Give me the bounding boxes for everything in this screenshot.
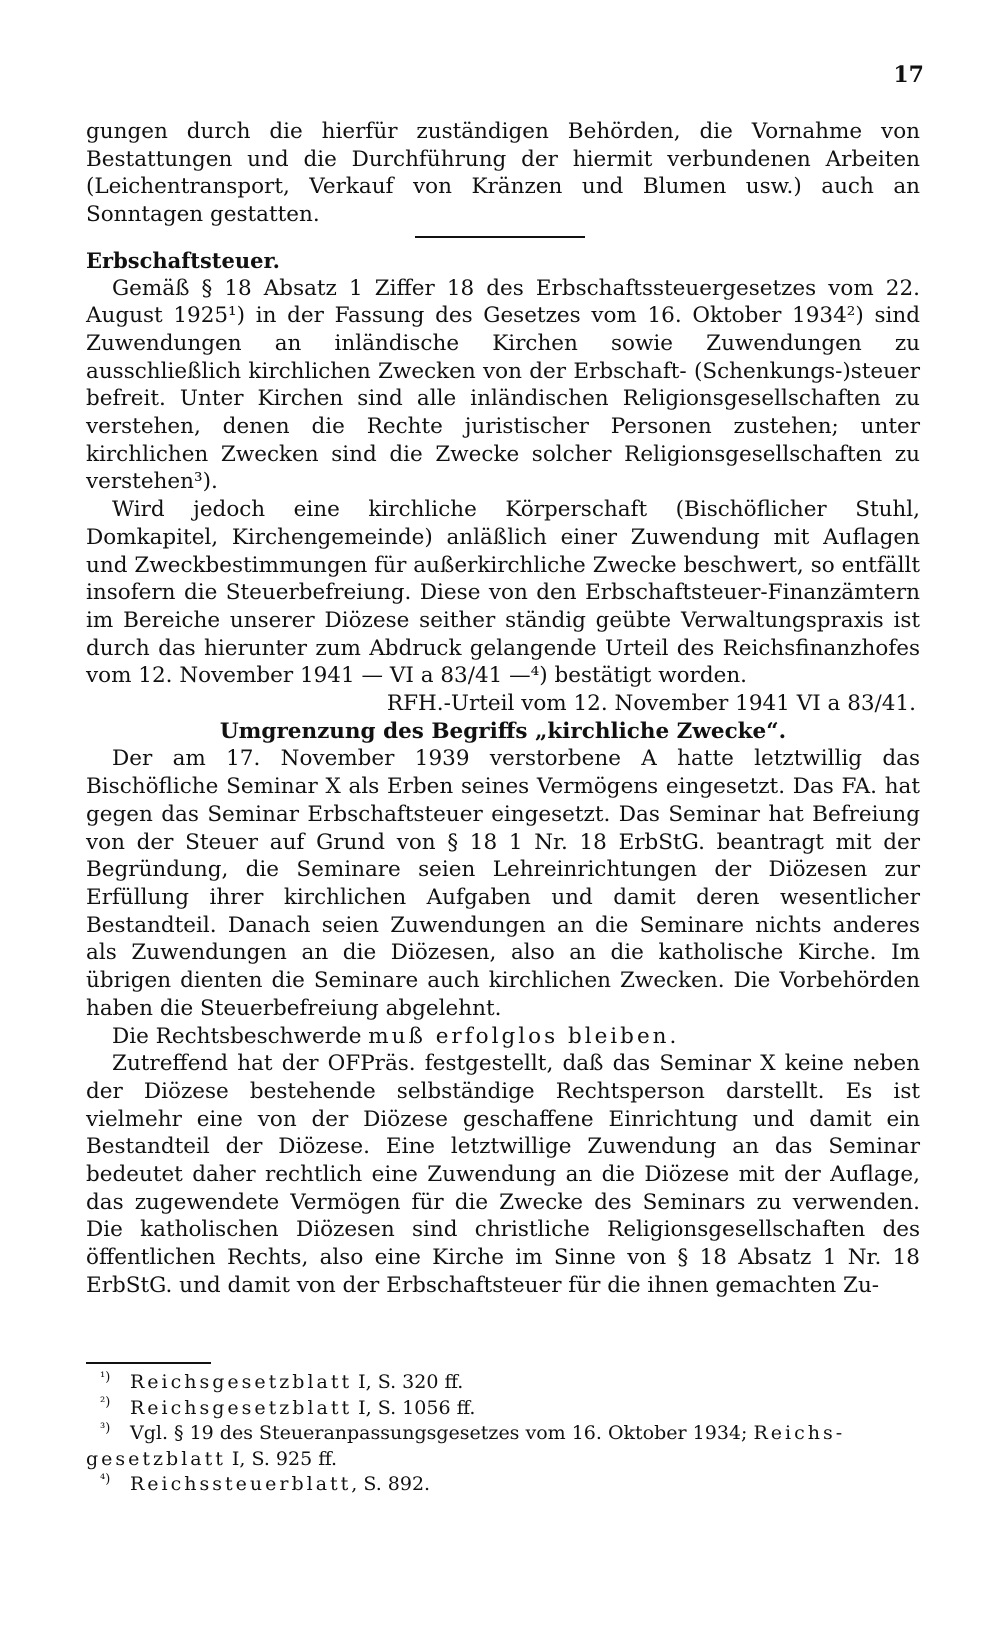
paragraph-continuation: gungen durch die hierfür zuständigen Behörden, die Vornahme von Bestattungen und die Durchführung der hiermit verbundenen Arbeiten (Leichentransport, Verkauf von Kränzen und Blumen usw.) auch an Sonntagen gestatten. [86, 119, 920, 228]
page-number: 17 [893, 62, 924, 88]
footnote-1: ¹) Reichsgesetzblatt I, S. 320 ff. [100, 1369, 464, 1393]
paragraph-corporation: Wird jedoch eine kirchliche Körperschaft (Bischöflicher Stuhl, Domkapitel, Kirchengemeinde) anläßlich einer Zuwendung mit Auflagen und Zweckbestimmungen für außerkirchliche Zwecke beschwert, so entfällt insofern die Steuerbefreiung. Diese von den Erbschaftsteuer-Finanzämtern im Bereiche unserer Diözese seither ständig geübte Verwaltungspraxis ist durch das hierunter zum Abdruck gelangende Urteil des Reichsfinanzhofes vom 12. November 1941 — VI a 83/41 —⁴) bestätigt worden. [86, 497, 920, 689]
footnote-source: Reichsgesetzblatt [130, 1371, 353, 1393]
footnote-divider [86, 1362, 211, 1364]
paragraph-verdict [86, 1023, 920, 1051]
footnote-source: Reichs- [753, 1422, 846, 1444]
verdict-emphasis: muß erfolglos bleiben. [368, 1023, 680, 1049]
footnote-source-cont: gesetzblatt [86, 1447, 226, 1470]
paragraph-tax-exemption: Gemäß § 18 Absatz 1 Ziffer 18 des Erbschaftssteuergesetzes vom 22. August 1925¹) in der Fassung des Gesetzes vom 16. Oktober 1934²) sind Zuwendungen an inländische Kirchen sowie Zuwendungen zu ausschließlich kirchlichen Zwecken von der Erbschaft- (Schenkungs-)steuer befreit. Unter Kirchen sind alle inländischen Religionsgesellschaften zu verstehen, denen die Rechte juristischer Personen zustehen; unter kirchlichen Zwecken sind die Zwecke solcher Religionsgesellschaften zu verstehen³). [86, 275, 920, 495]
footnote-detail: I, S. 320 ff. [352, 1371, 464, 1393]
footnote-detail: , S. 892. [351, 1473, 431, 1495]
footnotes [86, 1362, 920, 1498]
footnote-4: ⁴) Reichssteuerblatt, S. 892. [100, 1471, 431, 1495]
footnote-detail: I, S. 925 ff. [225, 1447, 338, 1470]
section-divider [415, 236, 585, 238]
footnote-3-continued [86, 1447, 920, 1473]
footnote-2: ²) Reichsgesetzblatt I, S. 1056 ff. [100, 1395, 476, 1419]
body-text [86, 118, 920, 1300]
footnote-3: ³) Vgl. § 19 des Steueranpassungsgesetzes vom 16. Oktober 1934; Reichs- [100, 1420, 846, 1444]
footnote-source: Reichsgesetzblatt [130, 1396, 353, 1419]
paragraph-reasoning: Zutreffend hat der OFPräs. festgestellt, daß das Seminar X keine neben der Diözese bestehende selbständige Rechtsperson darstellt. Es ist vielmehr eine von der Diözese geschaffene Einrichtung und damit ein Bestandteil der Diözese. Eine letztwillige Zuwendung an das Seminar bedeutet daher rechtlich eine Zuwendung an die Diözese mit der Auflage, das zugewendete Vermögen für die Zwecke des Seminars zu verwenden. Die katholischen Diözesen sind christliche Religionsgesellschaften des öffentlichen Rechts, also eine Kirche im Sinne von § 18 Absatz 1 Nr. 18 ErbStG. und damit von der Erbschaftsteuer für die ihnen gemachten Zu- [86, 1051, 920, 1298]
footnote-pretext: Vgl. § 19 des Steueranpassungsgesetzes vom 16. Oktober 1934; [130, 1422, 754, 1444]
paragraph-case-facts: Der am 17. November 1939 verstorbene A hatte letztwillig das Bischöfliche Seminar X als Erben seines Vermögens eingesetzt. Das FA. hat gegen das Seminar Erbschaftsteuer eingesetzt. Das Seminar hat Befreiung von der Steuer auf Grund von § 18 1 Nr. 18 ErbStG. beantragt mit der Begründung, die Seminare seien Lehreinrichtungen der Diözesen zur Erfüllung ihrer kirchlichen Aufgaben und damit deren wesentlicher Bestandteil. Danach seien Zuwendungen an die Seminare nichts anderes als Zuwendungen an die Diözesen, also an die katholische Kirche. Im übrigen dienten die Seminare auch kirchlichen Zwecken. Die Vorbehörden haben die Steuerbefreiung abgelehnt. [86, 746, 920, 1021]
heading-erbschaftsteuer: Erbschaftsteuer. [86, 247, 280, 273]
heading-umgrenzung: Umgrenzung des Begriffs „kirchliche Zwecke“. [219, 718, 787, 744]
court-ruling-reference: RFH.-Urteil vom 12. November 1941 VI a 83/41. [386, 691, 916, 717]
verdict-text: Die Rechtsbeschwerde [112, 1023, 369, 1049]
footnote-detail: I, S. 1056 ff. [352, 1396, 476, 1419]
footnote-source: Reichssteuerblatt [130, 1473, 352, 1495]
